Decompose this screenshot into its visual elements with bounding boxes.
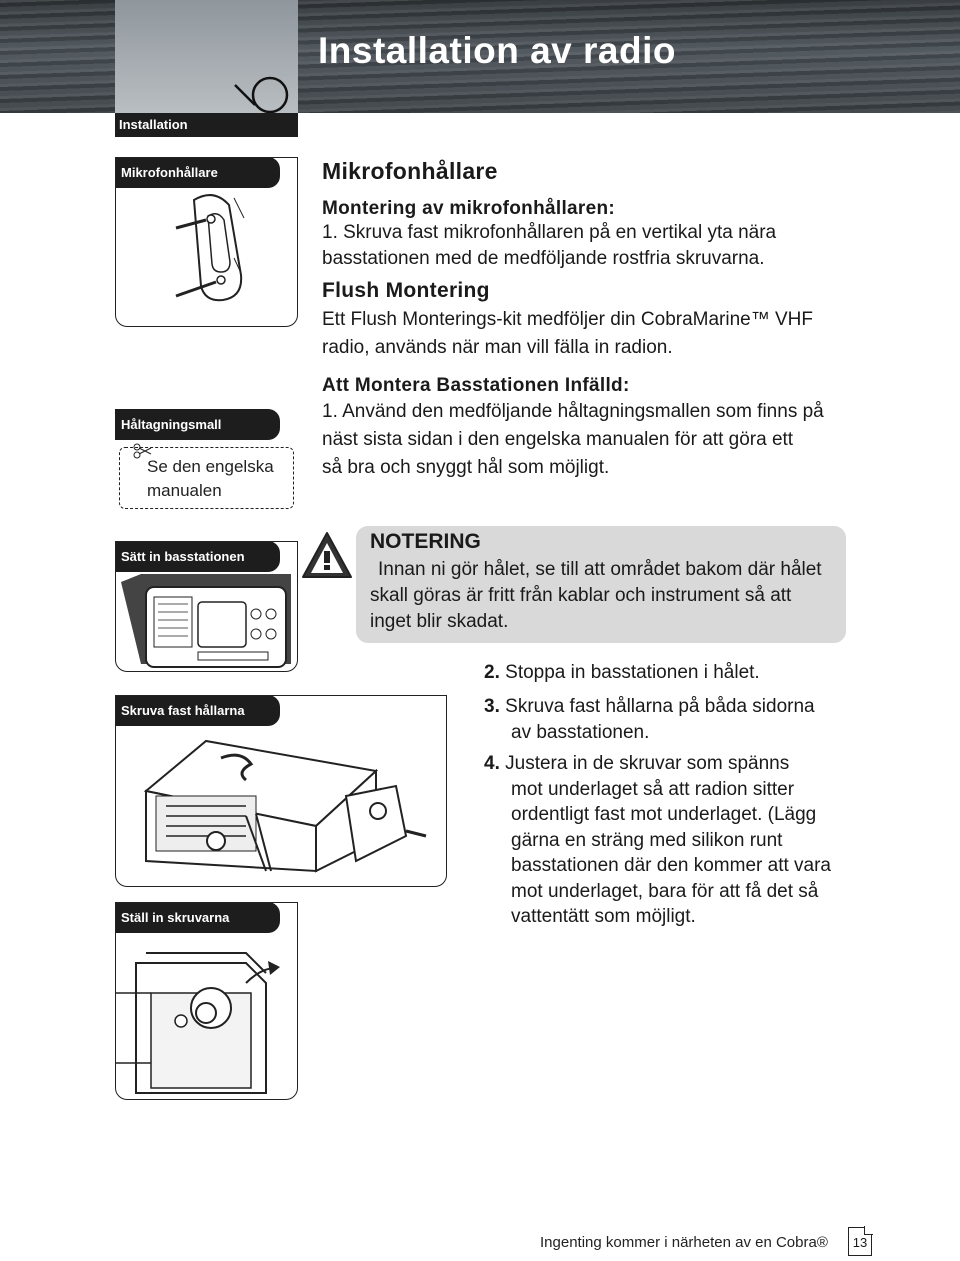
magnifier-icon xyxy=(115,0,298,113)
template-text xyxy=(147,455,274,503)
main-content xyxy=(322,158,852,185)
panel-label-template: Håltagningsmall xyxy=(115,409,280,440)
mount-line1: 1. Skruva fast mikrofonhållaren på en vertikal yta nära xyxy=(322,222,777,243)
note-line1: Innan ni gör hålet, se till att området bakom där hålet xyxy=(378,559,822,580)
panel-label-mic-holder: Mikrofonhållare xyxy=(115,157,280,188)
step-4-line2: mot underlaget så att radion sitter xyxy=(511,778,795,800)
base-line1: 1. Använd den medföljande håltagningsmallen som finns på xyxy=(322,401,824,422)
footer-tagline: Ingenting kommer i närheten av en Cobra® xyxy=(540,1234,828,1251)
panel-adjust-screws xyxy=(115,902,298,1100)
step-4-line4: gärna en sträng med silikon runt xyxy=(511,829,783,851)
step-2 xyxy=(484,660,854,686)
section-heading: Mikrofonhållare xyxy=(322,158,498,184)
step-4-num: 4. xyxy=(484,753,500,774)
header-banner xyxy=(0,0,960,113)
step-2-num: 2. xyxy=(484,662,500,683)
step-3-num: 3. xyxy=(484,696,500,717)
flush-line2: radio, används när man vill fälla in radion. xyxy=(322,337,673,358)
note-line2: skall göras är fritt från kablar och instrument så att xyxy=(370,585,792,606)
base-title: Att Montera Basstationen Infälld: xyxy=(322,375,630,396)
panel-template xyxy=(115,409,298,509)
step-3-line1: Skruva fast hållarna på båda sidorna xyxy=(505,696,815,717)
panel-label-screw-brackets: Skruva fast hållarna xyxy=(115,695,280,726)
flush-line1: Ett Flush Monterings-kit medföljer din CobraMarine™ VHF xyxy=(322,309,814,330)
header-tab xyxy=(115,0,298,113)
mount-title: Montering av mikrofonhållaren: xyxy=(322,198,615,219)
page-title: Installation av radio xyxy=(318,30,676,71)
step-3 xyxy=(484,694,854,745)
base-line2: näst sista sidan i den engelska manualen för att göra ett xyxy=(322,429,794,450)
flush-title: Flush Montering xyxy=(322,279,490,302)
step-4-line7: vattentätt som möjligt. xyxy=(511,906,696,927)
template-text-line1: Se den engelska xyxy=(147,457,274,476)
step-4-line1: Justera in de skruvar som spänns xyxy=(505,753,790,774)
mount-line2: basstationen med de medföljande rostfria skruvarna. xyxy=(322,248,765,269)
base-section xyxy=(322,375,852,481)
note-title: NOTERING xyxy=(370,530,481,553)
panel-label-insert-base: Sätt in basstationen xyxy=(115,541,280,572)
step-3-line2: av basstationen. xyxy=(511,721,650,743)
note-box xyxy=(356,526,846,643)
step-2-text: Stoppa in basstationen i hålet. xyxy=(505,662,760,683)
step-4-line5: basstationen där den kommer att vara xyxy=(511,855,832,876)
page-number: 13 xyxy=(848,1227,872,1256)
template-text-line2: manualen xyxy=(147,481,222,500)
mount-section xyxy=(322,198,852,272)
warning-icon xyxy=(300,529,354,583)
step-4-line6: mot underlaget, bara för att få det så xyxy=(511,880,819,902)
flush-section xyxy=(322,279,852,361)
step-4-line3: ordentligt fast mot underlaget. (Lägg xyxy=(511,804,817,825)
step-4 xyxy=(484,751,854,930)
panel-screw-brackets xyxy=(115,695,447,887)
panel-label-adjust-screws: Ställ in skruvarna xyxy=(115,902,280,933)
base-line3: så bra och snyggt hål som möjligt. xyxy=(322,457,610,478)
panel-insert-base xyxy=(115,541,298,672)
note-text xyxy=(370,557,838,635)
section-tab: Installation xyxy=(115,113,298,137)
note-line3: inget blir skadat. xyxy=(370,611,509,632)
panel-mic-holder xyxy=(115,157,298,327)
